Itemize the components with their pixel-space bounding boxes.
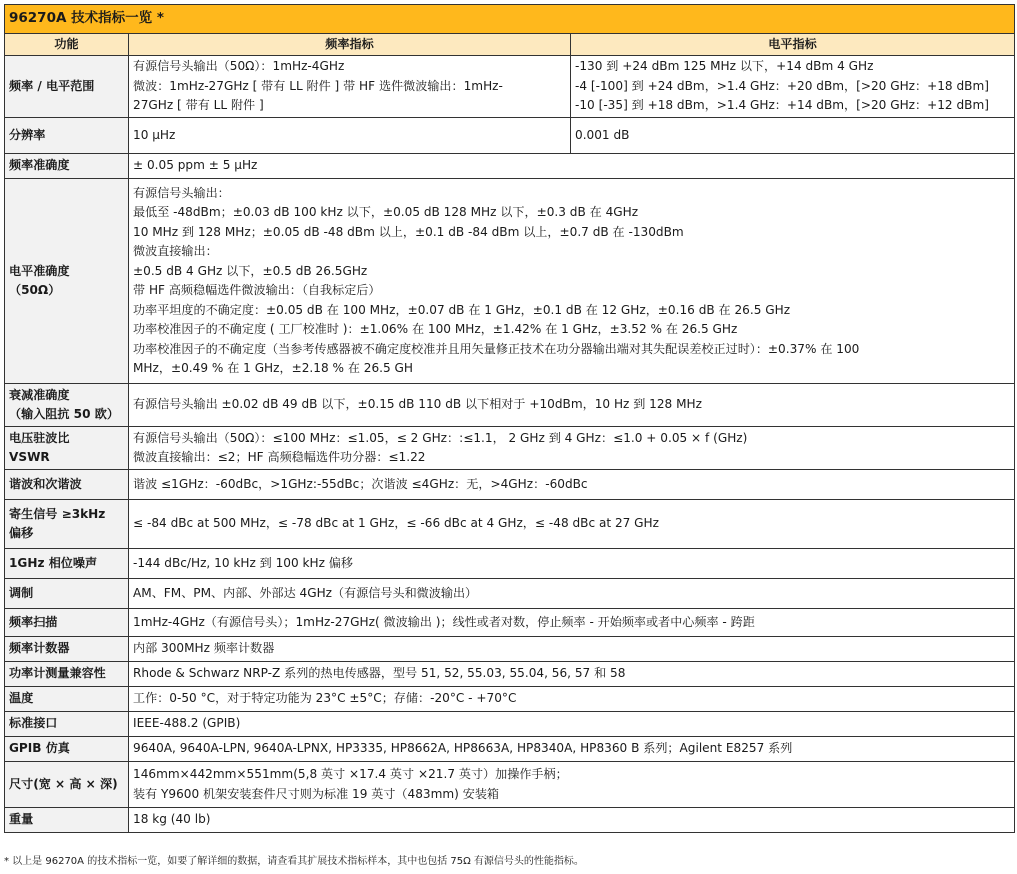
row-attenuation xyxy=(5,384,1015,427)
resolution-level-cell: 0.001 dB xyxy=(571,118,1015,154)
footnote: * 以上是 96270A 的技术指标一览，如要了解详细的数据，请查看其扩展技术指标样本，其中也包括 75Ω 有源信号头的性能指标。 xyxy=(4,856,584,867)
freq-range-level-cell: -130 到 +24 dBm 125 MHz 以下，+14 dBm 4 GHz -4 [-100] 到 +24 dBm，>1.4 GHz：+20 dBm，[>20 GHz：+18 dBm] -10 [-35] 到 +18 dBm，>1.4 GHz：+14 dBm，[>20 GHz：+12 dBm] xyxy=(571,56,1015,118)
modulation-cell: AM、FM、PM、内部、外部达 4GHz（有源信号头和微波输出） xyxy=(129,579,1015,609)
row-label: 频率准确度 xyxy=(5,154,129,179)
power-meter-cell: Rhode & Schwarz NRP-Z 系列的热电传感器，型号 51, 52, 55.03, 55.04, 56, 57 和 58 xyxy=(129,662,1015,687)
header-level: 电平指标 xyxy=(571,34,1015,56)
title-row xyxy=(5,5,1015,34)
row-modulation xyxy=(5,579,1015,609)
row-label: 衰减准确度 （输入阻抗 50 欧） xyxy=(5,384,129,427)
row-gpib xyxy=(5,737,1015,762)
row-label: 寄生信号 ≥3kHz 偏移 xyxy=(5,500,129,549)
row-label: 1GHz 相位噪声 xyxy=(5,549,129,579)
row-power-meter xyxy=(5,662,1015,687)
header-row xyxy=(5,34,1015,56)
row-spurious xyxy=(5,500,1015,549)
row-label: GPIB 仿真 xyxy=(5,737,129,762)
row-label: 标准接口 xyxy=(5,712,129,737)
row-freq-range xyxy=(5,56,1015,118)
row-label: 电压驻波比 VSWR xyxy=(5,427,129,470)
row-counter xyxy=(5,637,1015,662)
row-label: 分辨率 xyxy=(5,118,129,154)
row-label: 频率 / 电平范围 xyxy=(5,56,129,118)
row-label: 频率计数器 xyxy=(5,637,129,662)
row-label: 功率计测量兼容性 xyxy=(5,662,129,687)
row-dimensions xyxy=(5,762,1015,808)
row-label: 电平准确度 （50Ω） xyxy=(5,179,129,384)
row-weight xyxy=(5,808,1015,833)
header-function: 功能 xyxy=(5,34,129,56)
resolution-freq-cell: 10 µHz xyxy=(129,118,571,154)
row-level-accuracy xyxy=(5,179,1015,384)
gpib-cell: 9640A, 9640A-LPN, 9640A-LPNX, HP3335, HP8662A, HP8663A, HP8340A, HP8360 B 系列；Agilent E8257 系列 xyxy=(129,737,1015,762)
freq-accuracy-cell: ± 0.05 ppm ± 5 µHz xyxy=(129,154,1015,179)
header-frequency: 频率指标 xyxy=(129,34,571,56)
counter-cell: 内部 300MHz 频率计数器 xyxy=(129,637,1015,662)
spec-table xyxy=(4,4,1015,833)
row-freq-accuracy xyxy=(5,154,1015,179)
level-accuracy-cell: 有源信号头输出： 最低至 -48dBm；±0.03 dB 100 kHz 以下，±0.05 dB 128 MHz 以下，±0.3 dB 在 4GHz 10 MHz 到 128 MHz；±0.05 dB -48 dBm 以上，±0.1 dB -84 dBm 以上，±0.7 dB 在 -130dBm 微波直接输出： ±0.5 dB 4 GHz 以下，±0.5 dB 26.5GHz 带 HF 高频稳幅选件微波输出：（自我标定后） 功率平坦度的不确定度：±0.05 dB 在 100 MHz，±0.07 dB 在 1 GHz，±0.1 dB 在 12 GHz，±0.16 dB 在 26.5 GHz 功率校准因子的不确定度 ( 工厂校准时 )：±1.06% 在 100 MHz，±1.42% 在 1 GHz，±3.52 % 在 26.5 GHz 功率校准因子的不确定度（当参考传感器被不确定度校准并且用矢量修正技术在功分器输出端对其失配误差校正过时）：±0.37% 在 100 MHz，±0.49 % 在 1 GHz，±2.18 % 在 26.5 GH xyxy=(129,179,1015,384)
row-label: 重量 xyxy=(5,808,129,833)
row-resolution xyxy=(5,118,1015,154)
table-title: 96270A 技术指标一览 * xyxy=(5,5,1015,34)
row-phase-noise xyxy=(5,549,1015,579)
phase-noise-cell: -144 dBc/Hz, 10 kHz 到 100 kHz 偏移 xyxy=(129,549,1015,579)
row-label: 调制 xyxy=(5,579,129,609)
row-interface xyxy=(5,712,1015,737)
row-temperature xyxy=(5,687,1015,712)
row-label: 尺寸(宽 × 高 × 深) xyxy=(5,762,129,808)
freq-range-freq-cell: 有源信号头输出（50Ω）：1mHz-4GHz 微波：1mHz-27GHz [ 带有 LL 附件 ] 带 HF 选件微波输出：1mHz- 27GHz [ 带有 LL 附件 ] xyxy=(129,56,571,118)
weight-cell: 18 kg (40 lb) xyxy=(129,808,1015,833)
interface-cell: IEEE-488.2 (GPIB) xyxy=(129,712,1015,737)
row-harmonics xyxy=(5,470,1015,500)
spurious-cell: ≤ -84 dBc at 500 MHz，≤ -78 dBc at 1 GHz，≤ -66 dBc at 4 GHz，≤ -48 dBc at 27 GHz xyxy=(129,500,1015,549)
harmonics-cell: 谐波 ≤1GHz：-60dBc，>1GHz:-55dBc；次谐波 ≤4GHz：无，>4GHz：-60dBc xyxy=(129,470,1015,500)
sweep-cell: 1mHz-4GHz（有源信号头）；1mHz-27GHz( 微波输出 )；线性或者对数，停止频率 - 开始频率或者中心频率 - 跨距 xyxy=(129,609,1015,637)
row-label: 频率扫描 xyxy=(5,609,129,637)
row-label: 谐波和次谐波 xyxy=(5,470,129,500)
dimensions-cell: 146mm×442mm×551mm(5,8 英寸 ×17.4 英寸 ×21.7 英寸）加操作手柄； 装有 Y9600 机架安装套件尺寸则为标准 19 英寸（483mm) 安装箱 xyxy=(129,762,1015,808)
temperature-cell: 工作：0-50 °C，对于特定功能为 23°C ±5°C；存储：-20°C - +70°C xyxy=(129,687,1015,712)
row-label: 温度 xyxy=(5,687,129,712)
vswr-cell: 有源信号头输出（50Ω）：≤100 MHz：≤1.05，≤ 2 GHz：:≤1.1， 2 GHz 到 4 GHz：≤1.0 + 0.05 × f (GHz) 微波直接输出：≤2；HF 高频稳幅选件功分器：≤1.22 xyxy=(129,427,1015,470)
row-vswr xyxy=(5,427,1015,470)
attenuation-cell: 有源信号头输出 ±0.02 dB 49 dB 以下，±0.15 dB 110 dB 以下相对于 +10dBm，10 Hz 到 128 MHz xyxy=(129,384,1015,427)
row-sweep xyxy=(5,609,1015,637)
